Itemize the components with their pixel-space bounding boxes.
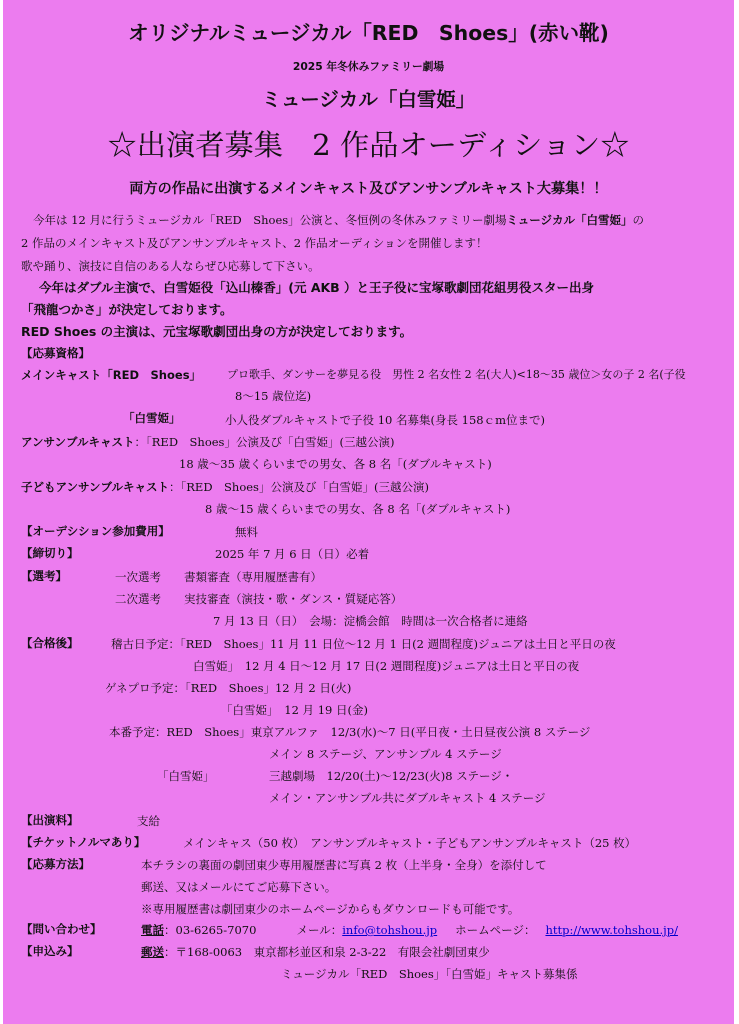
performance-snow-white-label: 「白雪姫」: [157, 769, 215, 783]
pay-value: 支給: [137, 814, 160, 828]
contact-line: 電話：03-6265-7070 メール：info@tohshou.jp ホームページ： http://www.tohshou.jp/: [141, 923, 678, 937]
audition-flyer: [3, 0, 734, 1024]
rehearsal-snow-white: 白雪姫」 12 月 4 日〜12 月 17 日(2 週間程度)ジュニアは土日と平日の夜: [193, 659, 580, 673]
ensemble-desc-2: 18 歳〜35 歳くらいまでの男女、各 8 名「(ダブルキャスト): [179, 457, 492, 471]
flyer-title: オリジナルミュージカル「RED Shoes」(赤い靴): [128, 21, 609, 45]
entry-recipient: ミュージカル「RED Shoes」「白雪姫」キャスト募集係: [281, 967, 578, 981]
intro-bold-3: RED Shoes の主演は、元宝塚歌劇団出身の方が決定しております。: [21, 324, 413, 339]
entry-label: 【申込み】: [21, 944, 79, 958]
headline: ☆出演者募集 2 作品オーディション☆: [107, 128, 630, 162]
intro-line-2: 2 作品のメインキャスト及びアンサンブルキャスト、2 作品オーディションを開催します！: [21, 236, 488, 250]
musical-title: ミュージカル「白雪姫」: [261, 88, 476, 111]
ensemble-line: アンサンブルキャスト：「RED Shoes」公演及び「白雪姫」(三越公演): [21, 435, 395, 449]
qualification-heading: 【応募資格】: [21, 346, 90, 360]
apply-line-3: ※専用履歴書は劇団東少のホームページからもダウンロードも可能です。: [141, 902, 520, 916]
ticket-label: 【チケットノルマあり】: [21, 835, 146, 849]
performance-red-shoes: 本番予定：RED Shoes」東京アルファ 12/3(水)〜7 日(平日夜・土日昼夜公演 8 ステージ: [109, 725, 591, 739]
snow-white-label: 「白雪姫」: [123, 411, 181, 425]
main-cast-desc-2: 8〜15 歳位迄): [235, 389, 312, 403]
apply-label: 【応募方法】: [21, 857, 90, 871]
kids-ensemble-line: 子どもアンサンブルキャスト：「RED Shoes」公演及び「白雪姫」(三越公演): [21, 480, 429, 494]
tagline: 両方の作品に出演するメインキャスト及びアンサンブルキャスト大募集！！: [129, 181, 608, 197]
contact-label: 【問い合わせ】: [21, 922, 102, 936]
apply-line-2: 郵送、又はメールにてご応募下さい。: [141, 880, 337, 894]
selection-first: 一次選考 書類審査（専用履歴書有）: [115, 570, 322, 584]
intro-bold-2: 「飛龍つかさ」が決定しております。: [21, 302, 233, 317]
deadline-value: 2025 年 7 月 6 日（日）必着: [215, 547, 370, 561]
fee-value: 無料: [235, 525, 258, 539]
intro-line-3: 歌や踊り、演技に自信のある人ならぜひ応募して下さい。: [21, 259, 320, 273]
intro-bold-1: 今年はダブル主演で、白雪姫役「込山榛香」(元 AKB ）と王子役に宝塚歌劇団花組男役スター出身: [39, 280, 595, 295]
website-link[interactable]: http://www.tohshou.jp/: [545, 923, 678, 937]
fee-label: 【オーデシション参加費用】: [21, 524, 170, 538]
deadline-label: 【締切り】: [21, 546, 79, 560]
flyer-subtitle: 2025 年冬休みファミリー劇場: [292, 60, 445, 73]
rehearsal-red-shoes: 稽古日予定：「RED Shoes」11 月 11 日位〜12 月 1 日(2 週間程度)ジュニアは土日と平日の夜: [111, 637, 616, 651]
dress-rehearsal-snow-white: 「白雪姫」 12 月 19 日(金): [221, 703, 368, 717]
performance-red-shoes-stages: メイン 8 ステージ、アンサンブル 4 ステージ: [269, 747, 502, 761]
selection-label: 【選考】: [21, 569, 67, 583]
selection-second: 二次選考 実技審査（演技・歌・ダンス・質疑応答）: [115, 592, 403, 606]
selection-date: 7 月 13 日（日） 会場：淀橋会館 時間は一次合格者に連絡: [213, 614, 528, 628]
snow-white-desc: 小人役ダブルキャストで子役 10 名募集(身長 158ｃm位まで): [225, 413, 545, 427]
pay-label: 【出演料】: [21, 813, 79, 827]
after-pass-label: 【合格後】: [21, 636, 79, 650]
intro-line-1: 今年は 12 月に行うミュージカル「RED Shoes」公演と、冬恒例の冬休みファミリー劇場ミュージカル「白雪姫」の: [33, 213, 644, 227]
performance-snow-white-stages: メイン・アンサンブル共にダブルキャスト 4 ステージ: [269, 791, 546, 805]
ticket-value: メインキャス（50 枚） アンサンブルキャスト・子どもアンサンブルキャスト（25 枚）: [183, 836, 637, 850]
apply-line-1: 本チラシの裏面の劇団東少専用履歴書に写真 2 枚（上半身・全身）を添付して: [141, 858, 547, 872]
performance-snow-white: 三越劇場 12/20(土)〜12/23(火)8 ステージ・: [269, 769, 514, 783]
email-link[interactable]: info@tohshou.jp: [342, 923, 438, 937]
main-cast-label: メインキャスト「RED Shoes」: [21, 368, 202, 382]
entry-address: 郵送：〒168-0063 東京都杉並区和泉 2-3-22 有限会社劇団東少: [141, 945, 490, 959]
dress-rehearsal-red-shoes: ゲネプロ予定：「RED Shoes」12 月 2 日(火): [105, 681, 352, 695]
main-cast-desc: プロ歌手、ダンサーを夢見る役 男性 2 名女性 2 名(大人)<18〜35 歳位＞女の子 2 名(子役: [227, 368, 686, 381]
kids-ensemble-desc-2: 8 歳〜15 歳くらいまでの男女、各 8 名「(ダブルキャスト): [205, 502, 511, 516]
